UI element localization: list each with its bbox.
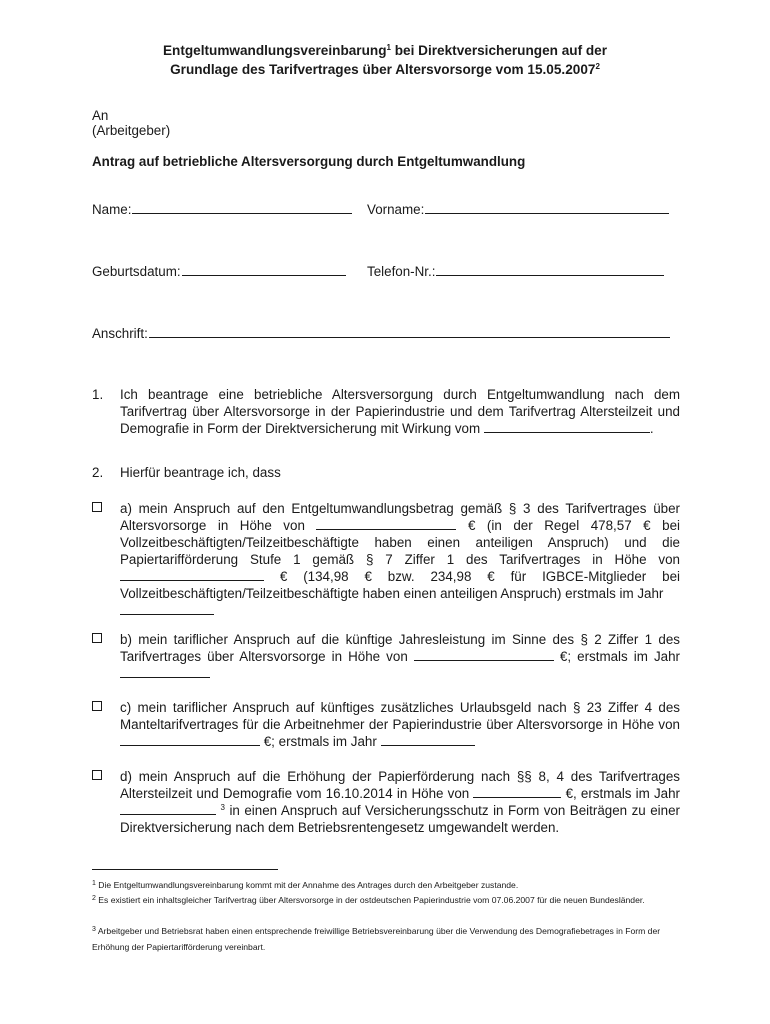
list-item-2: 2. Hierfür beantrage ich, dass	[92, 465, 281, 480]
year-b-input-line[interactable]	[120, 665, 210, 678]
item-number: 2.	[92, 465, 104, 480]
amount-a-input-line[interactable]	[316, 517, 456, 530]
document-title	[60, 41, 710, 79]
footnote-divider	[92, 869, 278, 870]
checkbox-b[interactable]	[92, 633, 102, 643]
addressee-to: An	[92, 108, 109, 123]
geburtsdatum-field[interactable]: Geburtsdatum:	[92, 263, 346, 280]
vorname-field[interactable]: Vorname:	[367, 201, 669, 218]
year-a-input-line[interactable]	[120, 602, 214, 615]
option-a: a) mein Anspruch auf den Entgeltumwandlungsbetrag gemäß § 3 des Tarifvertrages über Altersvorsorge in Höhe von € (in der Regel 478,57 € bei Vollzeitbeschäftigten/Teilzeitbeschäftigte haben einen anteiligen Anspruch) und die Papiertarifförderung Stufe 1 gemäß § 7 Ziffer 1 des Tarifvertrages in Höhe von € (134,98 € bzw. 234,98 € für IGBCE-Mitglieder bei Vollzeitbeschäftigten/Teilzeitbeschäftigte haben einen anteiligen Anspruch) erstmals im Jahr	[92, 500, 680, 619]
year-d-input-line[interactable]	[120, 802, 216, 815]
checkbox-a[interactable]	[92, 502, 102, 512]
footnote-1: $^1$ Die Entgeltumwandlungsvereinbarung kommt mit der Annahme des Antrages durch den Arbeitgeber zustande.	[92, 880, 519, 890]
amount-a2-input-line[interactable]	[120, 568, 264, 581]
footnote-3: $^3$ Arbeitgeber und Betriebsrat haben einen entsprechende freiwillige Betriebsvereinbarung über die Verwendung des Demografiebetrages in Form der Erhöhung der Papiertarifförderung vereinbart.	[92, 926, 661, 952]
list-item-1: 1. Ich beantrage eine betriebliche Altersversorgung durch Entgeltumwandlung nach dem Tarifvertrag über Altersvorsorge in der Papierindustrie und dem Tarifvertrag Altersteilzeit und Demografie in Form der Direktversicherung mit Wirkung vom .	[92, 387, 680, 436]
telefon-input-line[interactable]	[436, 263, 664, 276]
name-input-line[interactable]	[132, 201, 352, 214]
footnote-ref-3: 3	[220, 803, 225, 812]
anschrift-field[interactable]: Anschrift:	[92, 325, 670, 342]
checkbox-d[interactable]	[92, 770, 102, 780]
option-d: d) mein Anspruch auf die Erhöhung der Papierförderung nach §§ 8, 4 des Tarifvertrages Altersteilzeit und Demografie vom 16.10.2014 in Höhe von €, erstmals im Jahr $^3$ in einen Anspruch auf Versicherungsschutz in Form von Beiträgen zu einer Direktversicherung nach dem Betriebsrentengesetz umgewandelt werden.	[92, 768, 680, 836]
name-field[interactable]: Name:	[92, 201, 352, 218]
start-date-input-line[interactable]	[484, 420, 650, 433]
amount-d-input-line[interactable]	[473, 785, 561, 798]
anschrift-input-line[interactable]	[149, 325, 670, 338]
title-line-1: Entgeltumwandlungsvereinbarung$^1$ bei Direktversicherungen auf der	[162, 43, 608, 58]
amount-b-input-line[interactable]	[414, 648, 554, 661]
footnote-ref-1: 1	[386, 43, 391, 52]
footnote-2: $^2$ Es existiert ein inhaltsgleicher Tarifvertrag über Altersvorsorge in der ostdeutschen Papierindustrie vom 07.06.2007 für die neuen Bundesländer.	[92, 895, 645, 905]
geburtsdatum-input-line[interactable]	[182, 263, 346, 276]
vorname-input-line[interactable]	[425, 201, 669, 214]
year-c-input-line[interactable]	[381, 733, 475, 746]
amount-c-input-line[interactable]	[120, 733, 260, 746]
option-c: c) mein tariflicher Anspruch auf künftiges zusätzliches Urlaubsgeld nach § 23 Ziffer 4 des Manteltarifvertrages für die Arbeitnehmer der Papierindustrie über Altersvorsorge in Höhe von €; erstmals im Jahr	[92, 699, 680, 750]
item-number: 1.	[92, 387, 104, 402]
footnote-ref-2: 2	[595, 62, 600, 71]
telefon-field[interactable]: Telefon-Nr.:	[367, 263, 664, 280]
form-heading: Antrag auf betriebliche Altersversorgung durch Entgeltumwandlung	[92, 154, 526, 169]
addressee-employer: (Arbeitgeber)	[92, 123, 171, 138]
option-b: b) mein tariflicher Anspruch auf die künftige Jahresleistung im Sinne des § 2 Ziffer 1 des Tarifvertrages über Altersvorsorge in Höhe von €; erstmals im Jahr	[92, 631, 680, 682]
checkbox-c[interactable]	[92, 701, 102, 711]
title-line-2: Grundlage des Tarifvertrages über Altersvorsorge vom 15.05.2007$^2$	[170, 62, 600, 77]
